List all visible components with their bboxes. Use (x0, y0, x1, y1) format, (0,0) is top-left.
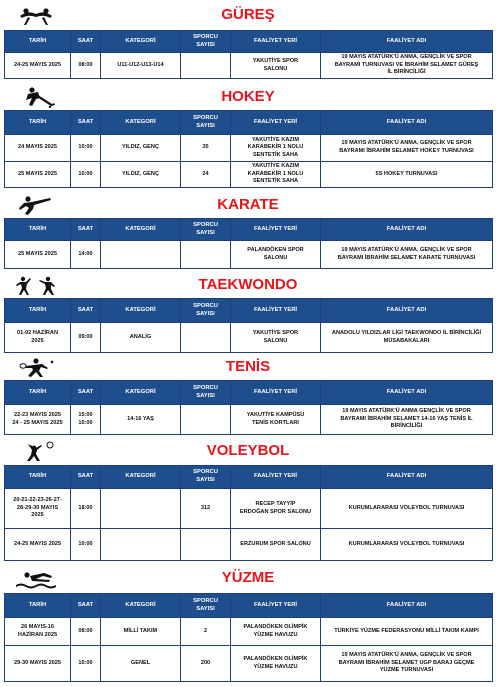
cell-date: 25 MAYIS 2025 (5, 162, 71, 188)
cell-category (101, 529, 181, 561)
table-header-row (5, 594, 493, 618)
cell-activity: 19 MAYIS ATATÜRK'Ü ANMA GENÇLİK VE SPOR BAYRAMI İBRAHİM SELAMET 14-16 YAŞ TENİS İL BİRİNCİLİĞİ (321, 405, 493, 435)
table-row (5, 135, 493, 162)
cell-time: 10:00 (71, 529, 101, 561)
cell-date: 29-30 MAYIS 2025 (5, 646, 71, 682)
cell-count (181, 53, 231, 79)
cell-count: 2 (181, 618, 231, 646)
header-time: SAAT (71, 31, 101, 53)
header-athlete-count: SPORCU SAYISI (181, 381, 231, 405)
section-karate-header (4, 194, 492, 216)
cell-category (101, 241, 181, 269)
section-title: KARATE (217, 196, 279, 213)
section-title: HOKEY (221, 88, 275, 105)
header-category: KATEGORİ (101, 381, 181, 405)
cell-venue: YAKUTİYE KAMPÜSÜ TENİS KORTLARI (231, 405, 321, 435)
header-date: TARİH (5, 111, 71, 135)
cell-time: 08:00 (71, 618, 101, 646)
header-venue: FAALİYET YERİ (231, 594, 321, 618)
section-title: YÜZME (221, 569, 275, 586)
cell-activity: 19 MAYIS ATATÜRK'Ü ANMA, GENÇLİK VE SPOR BAYRAMI İBRAHİM SELAMET HOKEY TURNUVASI (321, 135, 493, 162)
cell-venue: YAKUTİYE KAZIM KARABEKİR 1 NOLU SENTETİK SAHA (231, 135, 321, 162)
table-header-row (5, 219, 493, 241)
section-tenis-table (4, 380, 493, 435)
header-time: SAAT (71, 381, 101, 405)
header-category: KATEGORİ (101, 299, 181, 323)
cell-time: 09:00 (71, 323, 101, 353)
section-gures-table (4, 30, 493, 79)
header-time: SAAT (71, 594, 101, 618)
header-activity-name: FAALİYET ADI (321, 466, 493, 489)
table-row (5, 241, 493, 269)
table-row (5, 489, 493, 529)
header-athlete-count: SPORCU SAYISI (181, 111, 231, 135)
section-voleybol-header (4, 440, 492, 462)
header-time: SAAT (71, 219, 101, 241)
section-voleybol-table (4, 465, 493, 561)
cell-category: U11-U12-U13-U14 (101, 53, 181, 79)
cell-activity: ANADOLU YILDIZLAR LİGİ TAEKWONDO İL BİRİNCİLİĞİ MÜSABAKALARI (321, 323, 493, 353)
cell-date: 25 MAYIS 2025 (5, 241, 71, 269)
header-athlete-count: SPORCU SAYISI (181, 594, 231, 618)
cell-venue: PALANDÖKEN SPOR SALONU (231, 241, 321, 269)
cell-category: YILDIZ, GENÇ (101, 135, 181, 162)
cell-date: 01-02 HAZİRAN 2025 (5, 323, 71, 353)
cell-category: 14-16 YAŞ (101, 405, 181, 435)
section-title: TAEKWONDO (198, 276, 298, 293)
cell-venue: YAKUTİYE SPOR SALONU (231, 53, 321, 79)
table-row (5, 162, 493, 188)
header-activity-name: FAALİYET ADI (321, 299, 493, 323)
header-category: KATEGORİ (101, 466, 181, 489)
header-activity-name: FAALİYET ADI (321, 381, 493, 405)
section-gures-header (4, 4, 492, 26)
header-category: KATEGORİ (101, 111, 181, 135)
cell-venue: PALANDÖKEN OLİMPİK YÜZME HAVUZU (231, 646, 321, 682)
header-venue: FAALİYET YERİ (231, 381, 321, 405)
table-row (5, 53, 493, 79)
section-taekwondo-header (4, 274, 492, 296)
cell-activity: TÜRKİYE YÜZME FEDERASYONU MİLLİ TAKIM KAMPI (321, 618, 493, 646)
section-yuzme-header (4, 567, 492, 589)
cell-activity: 19 MAYIS ATATÜRK'Ü ANMA, GENÇLİK VE SPOR BAYRAMI İBRAHİM SELAMET KARATE TURNUVASI (321, 241, 493, 269)
cell-category: GENEL (101, 646, 181, 682)
cell-time: 10:00 (71, 646, 101, 682)
cell-activity: KURUMLARARASI VOLEYBOL TURNUVASI (321, 489, 493, 529)
section-karate-table (4, 218, 493, 269)
cell-category: ANALİG (101, 323, 181, 353)
header-activity-name: FAALİYET ADI (321, 594, 493, 618)
cell-time: 10:00 (71, 135, 101, 162)
cell-count (181, 241, 231, 269)
section-title: VOLEYBOL (206, 442, 290, 459)
cell-venue: ERZURUM SPOR SALONU (231, 529, 321, 561)
header-time: SAAT (71, 466, 101, 489)
cell-time: 18:00 (71, 489, 101, 529)
cell-count: 24 (181, 162, 231, 188)
section-title: GÜREŞ (221, 6, 275, 23)
section-yuzme-table (4, 593, 493, 682)
table-row (5, 646, 493, 682)
table-header-row (5, 466, 493, 489)
cell-activity: 19 MAYIS ATATÜRK'Ü ANMA, GENÇLİK VE SPOR BAYRAMI TURNUVASI VE İBRAHİM SELAMET GÜREŞ İL BİRİNCİLİĞİ (321, 53, 493, 79)
cell-category: MİLLİ TAKIM (101, 618, 181, 646)
section-tenis-header (4, 356, 492, 378)
header-venue: FAALİYET YERİ (231, 111, 321, 135)
cell-time: 14:00 (71, 241, 101, 269)
header-venue: FAALİYET YERİ (231, 466, 321, 489)
header-date: TARİH (5, 381, 71, 405)
header-venue: FAALİYET YERİ (231, 31, 321, 53)
table-header-row (5, 31, 493, 53)
header-activity-name: FAALİYET ADI (321, 111, 493, 135)
table-row (5, 529, 493, 561)
header-category: KATEGORİ (101, 219, 181, 241)
header-category: KATEGORİ (101, 31, 181, 53)
header-athlete-count: SPORCU SAYISI (181, 466, 231, 489)
header-category: KATEGORİ (101, 594, 181, 618)
section-hokey-header (4, 86, 492, 108)
cell-count: 200 (181, 646, 231, 682)
header-date: TARİH (5, 466, 71, 489)
header-athlete-count: SPORCU SAYISI (181, 299, 231, 323)
cell-venue: YAKUTİYE SPOR SALONU (231, 323, 321, 353)
cell-time: 10:00 (71, 162, 101, 188)
header-time: SAAT (71, 299, 101, 323)
header-date: TARİH (5, 219, 71, 241)
header-athlete-count: SPORCU SAYISI (181, 31, 231, 53)
cell-activity: KURUMLARARASI VOLEYBOL TURNUVASI (321, 529, 493, 561)
cell-count: 35 (181, 135, 231, 162)
cell-date: 24-25 MAYIS 2025 (5, 529, 71, 561)
header-date: TARİH (5, 31, 71, 53)
cell-time: 15:00 10:00 (71, 405, 101, 435)
cell-date: 22-23 MAYIS 2025 24 - 25 MAYIS 2025 (5, 405, 71, 435)
section-hokey-table (4, 110, 493, 188)
cell-venue: RECEP TAYYİP ERDOĞAN SPOR SALONU (231, 489, 321, 529)
cell-date: 26 MAYIS-16 HAZİRAN 2025 (5, 618, 71, 646)
section-title: TENİS (225, 358, 271, 375)
table-header-row (5, 381, 493, 405)
header-venue: FAALİYET YERİ (231, 219, 321, 241)
header-venue: FAALİYET YERİ (231, 299, 321, 323)
cell-category (101, 489, 181, 529)
header-time: SAAT (71, 111, 101, 135)
cell-date: 24-25 MAYIS 2025 (5, 53, 71, 79)
cell-date: 24 MAYIS 2025 (5, 135, 71, 162)
cell-venue: PALANDÖKEN OLİMPİK YÜZME HAVUZU (231, 618, 321, 646)
header-athlete-count: SPORCU SAYISI (181, 219, 231, 241)
table-row (5, 323, 493, 353)
table-row (5, 618, 493, 646)
header-activity-name: FAALİYET ADI (321, 31, 493, 53)
header-date: TARİH (5, 594, 71, 618)
header-date: TARİH (5, 299, 71, 323)
table-header-row (5, 299, 493, 323)
cell-activity: 19 MAYIS ATATÜRK'Ü ANMA, GENÇLİK VE SPOR BAYRAMI İBRAHİM SELAMET UGP BARAJ GEÇME YÜZME TURNUVASI (321, 646, 493, 682)
cell-category: YILDIZ, GENÇ (101, 162, 181, 188)
cell-count (181, 529, 231, 561)
table-row (5, 405, 493, 435)
cell-count (181, 323, 231, 353)
header-activity-name: FAALİYET ADI (321, 219, 493, 241)
cell-date: 20-21-22-23-26-27- 28-29-30 MAYIS 2025 (5, 489, 71, 529)
cell-count: 312 (181, 489, 231, 529)
cell-activity: 5S HOKEY TURNUVASI (321, 162, 493, 188)
table-header-row (5, 111, 493, 135)
cell-time: 08:00 (71, 53, 101, 79)
section-taekwondo-table (4, 298, 493, 353)
cell-count (181, 405, 231, 435)
cell-venue: YAKUTİYE KAZIM KARABEKİR 1 NOLU SENTETİK SAHA (231, 162, 321, 188)
